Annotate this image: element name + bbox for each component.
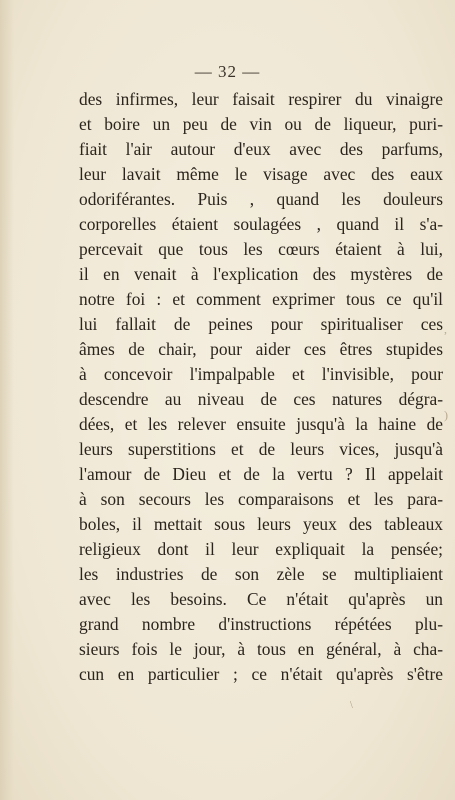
text-line: leurs superstitions et de leurs vices, jusqu'à bbox=[79, 439, 443, 459]
text-line: grand nombre d'instructions répétées plu- bbox=[79, 614, 443, 634]
text-line: à concevoir l'impalpable et l'invisible, pour bbox=[79, 364, 443, 384]
text-line: à son secours les comparaisons et les para- bbox=[79, 489, 443, 509]
text-line: des infirmes, leur faisait respirer du vinaigre bbox=[79, 89, 443, 109]
page-number: — 32 — bbox=[194, 62, 261, 81]
text-line: leur lavait même le visage avec des eaux bbox=[79, 164, 443, 184]
text-line: lui fallait de peines pour spiritualiser ces bbox=[79, 314, 443, 334]
text-line: boles, il mettait sous leurs yeux des tableaux bbox=[79, 514, 443, 534]
text-line: descendre au niveau de ces natures dégra- bbox=[79, 389, 443, 409]
text-line: corporelles étaient soulagées , quand il s'a- bbox=[79, 214, 443, 234]
text-line: cun en particulier ; ce n'était qu'après s'être bbox=[79, 664, 443, 684]
body-text bbox=[79, 87, 443, 687]
page-binding-shadow bbox=[0, 0, 14, 800]
text-line: fiait l'air autour d'eux avec des parfums, bbox=[79, 139, 443, 159]
text-line: percevait que tous les cœurs étaient à lui, bbox=[79, 239, 443, 259]
text-line: les industries de son zèle se multipliaient bbox=[79, 564, 443, 584]
text-line: notre foi : et comment exprimer tous ce qu'il bbox=[79, 289, 443, 309]
ink-speck: , bbox=[444, 322, 447, 336]
text-line: odoriférantes. Puis , quand les douleurs bbox=[79, 189, 443, 209]
text-line: sieurs fois le jour, à tous en général, à cha- bbox=[79, 639, 443, 659]
text-line: et boire un peu de vin ou de liqueur, puri- bbox=[79, 114, 443, 134]
text-line: dées, et les relever ensuite jusqu'à la haine de bbox=[79, 414, 443, 434]
text-line: il en venait à l'explication des mystères de bbox=[79, 264, 443, 284]
text-line: l'amour de Dieu et de la vertu ? Il appelait bbox=[79, 464, 443, 484]
ink-speck: \ bbox=[350, 700, 353, 711]
text-line: âmes de chair, pour aider ces êtres stupides bbox=[79, 339, 443, 359]
ink-speck: ) bbox=[444, 408, 448, 422]
text-line: religieux dont il leur expliquait la pensée; bbox=[79, 539, 443, 559]
text-line: avec les besoins. Ce n'était qu'après un bbox=[79, 589, 443, 609]
